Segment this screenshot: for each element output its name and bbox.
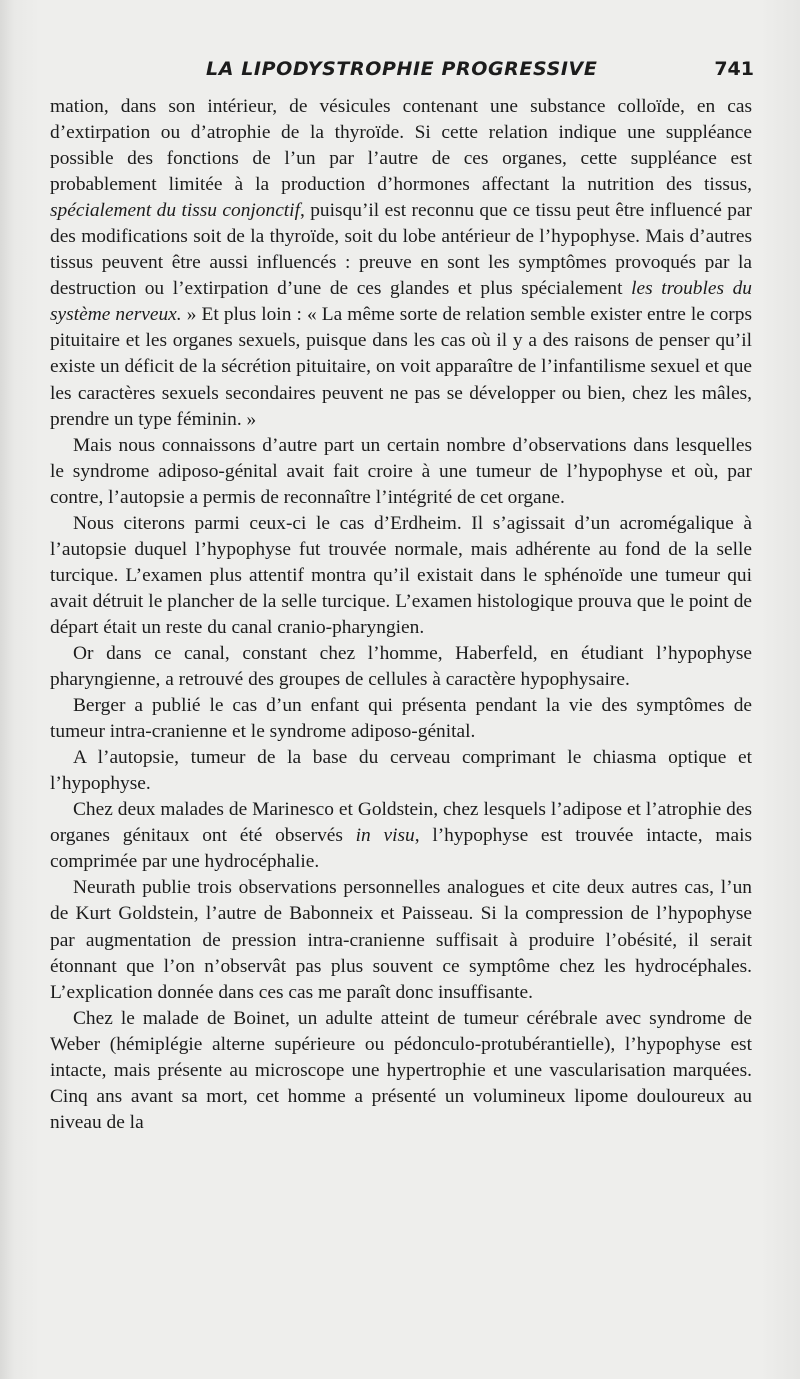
paragraph	[50, 797, 752, 875]
text-segment: A l’autopsie, tumeur de la base du cerveau comprimant le chiasma optique et l’hypophyse.	[50, 747, 752, 795]
text-segment: Mais nous connaissons d’autre part un certain nombre d’observations dans lesquelles le syndrome adiposo-génital avait fait croire à une tumeur de l’hypophyse et où, par contre, l’autopsie a permis de reconnaître l’intégrité de cet organe.	[50, 434, 752, 508]
text-segment: Or dans ce canal, constant chez l’homme, Haberfeld, en étudiant l’hypophyse pharyngienne, a retrouvé des groupes de cellules à caractère hypophysaire.	[50, 642, 752, 691]
paragraph	[50, 641, 752, 693]
italic-text: les troubles du système nerveux.	[50, 278, 752, 326]
page-header	[48, 58, 754, 86]
paragraph	[50, 433, 752, 511]
text-segment: Chez deux malades de Marinesco et Goldstein, chez lesquels l’adipose et l’atrophie des organes génitaux ont été observés	[50, 799, 752, 847]
italic-text: in visu	[355, 825, 415, 847]
text-segment: Berger a publié le cas d’un enfant qui présenta pendant la vie des symptômes de tumeur intra-cranienne et le syndrome adiposo-génital.	[50, 695, 752, 743]
text-segment: Chez le malade de Boinet, un adulte atteint de tumeur cérébrale avec syndrome de Weber (hémiplégie alterne supérieure ou pédonculo-protubérantielle), l’hypophyse est intacte, mais présente au microscope une hypertrophie et une vascularisation marquées. Cinq ans avant sa mort, cet homme a présenté un volumineux lipome douloureux au niveau de la	[50, 1007, 752, 1133]
page-number: 741	[714, 58, 754, 80]
paragraph	[50, 1006, 752, 1136]
text-segment: » Et plus loin : « La même sorte de relation semble exister entre le corps pituitaire et les organes sexuels, puisque dans les cas où il y a des raisons de penser qu’il existe un déficit de la sécrétion pituitaire, on voit apparaître de l’infantilisme sexuel et que les caractères sexuels secondaires peuvent ne pas se développer ou bien, chez les mâles, prendre un type féminin. »	[50, 304, 752, 430]
text-segment: , puisqu’il est reconnu que ce tissu peut être influencé par des modifications soit de la thyroïde, soit du lobe antérieur de l’hypophyse. Mais d’autres tissus peuvent être aussi influencés : preuve en sont les symptômes provoqués par la destruction ou l’extirpation d’une de ces glandes et plus spécialement	[50, 200, 753, 300]
paragraph	[50, 693, 752, 745]
paragraph	[50, 875, 752, 1005]
paragraph	[50, 511, 752, 641]
paragraph	[50, 745, 752, 797]
body-text	[50, 94, 752, 1136]
text-segment: Nous citerons parmi ceux-ci le cas d’Erdheim. Il s’agissait d’un acromégalique à l’autopsie duquel l’hypophyse fut trouvée normale, mais adhérente au fond de la selle turcique. L’examen plus attentif montra qu’il existait dans le sphénoïde une tumeur qui avait détruit le plancher de la selle turcique. L’examen histologique prouva que le point de départ était un reste du canal cranio-pharyngien.	[50, 512, 752, 638]
text-segment: Neurath publie trois observations personnelles analogues et cite deux autres cas, l’un de Kurt Goldstein, l’autre de Babonneix et Paisseau. Si la compression de l’hypophyse par augmentation de pression intra-cranienne suffisait à produire l’obésité, il serait étonnant que l’on n’observât pas plus souvent ce symptôme chez les hydrocéphales. L’explication donnée dans ces cas me paraît donc insuffisante.	[50, 877, 752, 1003]
paragraph	[50, 94, 752, 433]
running-title: LA LIPODYSTROPHIE PROGRESSIVE	[206, 58, 598, 80]
text-segment: , l’hypophyse est trouvée intacte, mais comprimée par une hydrocéphalie.	[50, 825, 752, 873]
text-segment: mation, dans son intérieur, de vésicules contenant une substance colloïde, en cas d’extirpation ou d’atrophie de la thyroïde. Si cette relation indique une suppléance possible des fonctions de l’un par l’autre de ces organes, cette suppléance est probablement limitée à la production d’hormones affectant la nutrition des tissus,	[50, 96, 752, 196]
italic-text: spécialement du tissu conjonctif	[50, 200, 300, 222]
